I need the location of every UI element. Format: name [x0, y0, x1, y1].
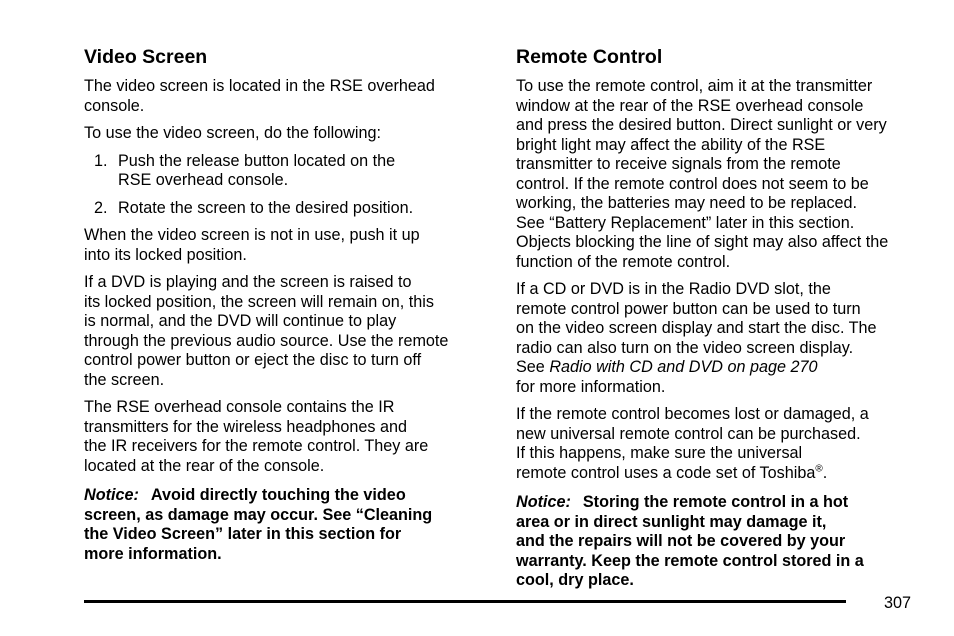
text-line: Objects blocking the line of sight may also affect the: [516, 233, 889, 251]
text-line: Push the release button located on the: [118, 151, 396, 170]
page-number: 307: [884, 594, 912, 612]
text-line: into its locked position.: [84, 245, 247, 264]
text-line: transmitter to receive signals from the remote: [516, 155, 841, 173]
text-line: [84, 486, 494, 506]
video-screen-heading: Video Screen: [84, 46, 208, 68]
text-line: window at the rear of the RSE overhead console: [516, 96, 864, 115]
text-line: located at the rear of the console.: [84, 456, 325, 475]
text-line: The RSE overhead console contains the IR: [84, 398, 395, 416]
text-line: [516, 464, 926, 484]
text-line: bright light may affect the ability of the RSE: [516, 135, 826, 154]
text-line: new universal remote control can be purchased.: [516, 424, 861, 443]
list-item: [84, 199, 494, 219]
ir-transmitters-paragraph: [84, 398, 494, 476]
text-line: the screen.: [84, 370, 165, 389]
video-screen-location-paragraph: [84, 77, 494, 116]
text-line: on the video screen display and start the disc. The: [516, 319, 877, 337]
text-line: remote control power button can be used to turn: [516, 299, 861, 318]
text-line: console.: [84, 96, 145, 115]
locked-position-paragraph: [84, 226, 494, 265]
notice-label: Notice:: [84, 486, 139, 504]
list-item: [84, 152, 494, 191]
step-number: 1.: [94, 151, 108, 170]
text-line: is normal, and the DVD will continue to play: [84, 312, 397, 330]
steps-list: [84, 152, 494, 219]
remote-control-heading: Remote Control: [516, 46, 663, 68]
text-line: more information.: [84, 544, 222, 563]
text-line: transmitters for the wireless headphones and: [84, 417, 408, 436]
text-line: and the repairs will not be covered by your: [516, 532, 846, 550]
text-line: through the previous audio source. Use the remote: [84, 331, 449, 350]
text-line: its locked position, the screen will remain on, this: [84, 292, 434, 311]
text-line: The video screen is located in the RSE overhead: [84, 77, 435, 95]
text-line: See “Battery Replacement” later in this section.: [516, 213, 855, 232]
toshiba-text: remote control uses a code set of Toshiba: [516, 463, 816, 482]
text-line: If this happens, make sure the universal: [516, 444, 803, 462]
text-line: working, the batteries may need to be replaced.: [516, 194, 858, 212]
notice-text: Avoid directly touching the video: [150, 486, 406, 504]
text-line: [516, 493, 926, 513]
lost-remote-paragraph: [516, 405, 926, 483]
remote-usage-paragraph: [516, 77, 926, 272]
left-column: [84, 46, 494, 572]
text-line: [516, 358, 926, 378]
video-screen-notice: [84, 486, 494, 564]
cross-reference: Radio with CD and DVD on page 270: [549, 358, 818, 376]
remote-control-notice: [516, 493, 926, 591]
text-line: If a DVD is playing and the screen is raised to: [84, 273, 412, 291]
step-number: 2.: [94, 198, 108, 217]
text-line: area or in direct sunlight may damage it,: [516, 512, 827, 531]
text-line: the Video Screen” later in this section for: [84, 525, 402, 543]
text-line: for more information.: [516, 377, 666, 396]
cd-dvd-paragraph: [516, 280, 926, 397]
text-line: RSE overhead console.: [118, 171, 289, 189]
period: .: [822, 463, 828, 482]
registered-mark: ®: [815, 463, 823, 475]
text-line: If the remote control becomes lost or damaged, a: [516, 405, 869, 423]
text-line: To use the remote control, aim it at the transmitter: [516, 77, 873, 95]
text-line: and press the desired button. Direct sunlight or very: [516, 116, 887, 134]
notice-label: Notice:: [516, 493, 571, 511]
right-column: [516, 46, 926, 599]
text-line: If a CD or DVD is in the Radio DVD slot, the: [516, 280, 831, 298]
instructions-intro: To use the video screen, do the following:: [84, 124, 381, 142]
text-line: radio can also turn on the video screen display.: [516, 338, 854, 357]
text-line: the IR receivers for the remote control. They are: [84, 437, 429, 455]
text-line: When the video screen is not in use, push it up: [84, 226, 420, 244]
text-line: function of the remote control.: [516, 252, 731, 271]
see-text: See: [516, 358, 545, 376]
text-line: warranty. Keep the remote control stored in a: [516, 551, 864, 570]
text-line: cool, dry place.: [516, 571, 634, 589]
footer-rule: [84, 600, 846, 603]
text-line: screen, as damage may occur. See “Cleaning: [84, 505, 433, 524]
text-line: control power button or eject the disc to turn off: [84, 351, 422, 369]
text-line: control. If the remote control does not seem to be: [516, 174, 869, 193]
dvd-playing-paragraph: [84, 273, 494, 390]
notice-text: Storing the remote control in a hot: [582, 493, 849, 511]
text-line: Rotate the screen to the desired position.: [118, 198, 414, 217]
